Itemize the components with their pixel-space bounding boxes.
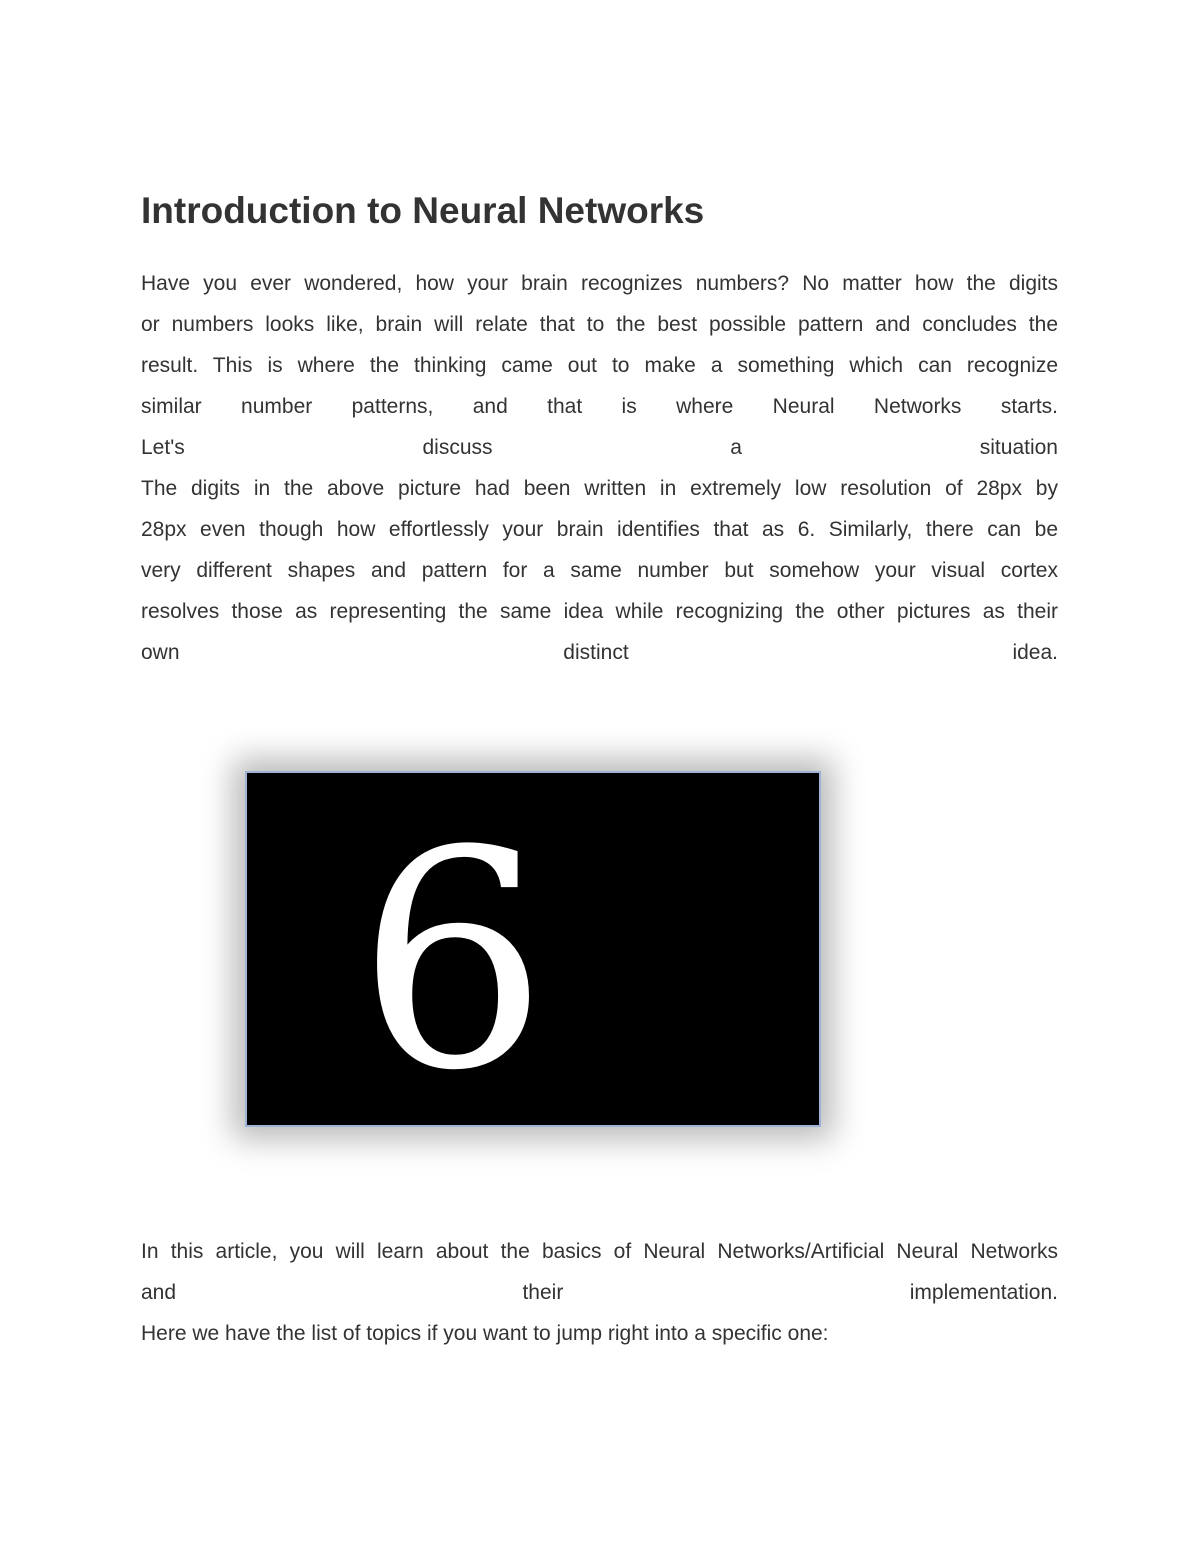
summary-line: Here we have the list of topics if you want to jump right into a specific one: xyxy=(141,1322,829,1345)
digits-line: own distinct idea. xyxy=(141,641,1058,664)
article-title: Introduction to Neural Networks xyxy=(141,190,705,231)
summary-line: In this article, you will learn about the basics of Neural Networks/Artificial Neural Networks xyxy=(141,1240,1058,1263)
intro-line: Let's discuss a situation xyxy=(141,436,1058,459)
digits-line: 28px even though how effortlessly your brain identifies that as 6. Similarly, there can be xyxy=(141,518,1058,541)
intro-paragraph xyxy=(141,263,1058,468)
summary-line: and their implementation. xyxy=(141,1281,1058,1304)
article-body xyxy=(141,188,1058,673)
digit-six-figure xyxy=(245,771,821,1127)
digit-image xyxy=(247,773,819,1125)
intro-line: result. This is where the thinking came out to make a something which can recognize xyxy=(141,354,1058,377)
article-summary-paragraph xyxy=(141,1231,1058,1354)
intro-line: or numbers looks like, brain will relate that to the best possible pattern and concludes the xyxy=(141,313,1058,336)
intro-line: Have you ever wondered, how your brain recognizes numbers? No matter how the digits xyxy=(141,272,1058,295)
digits-line: very different shapes and pattern for a same number but somehow your visual cortex xyxy=(141,559,1058,582)
digits-line: resolves those as representing the same idea while recognizing the other pictures as their xyxy=(141,600,1058,623)
digits-line: The digits in the above picture had been written in extremely low resolution of 28px by xyxy=(141,477,1058,500)
digits-paragraph xyxy=(141,468,1058,673)
handwritten-digit: 6 xyxy=(357,787,548,1125)
intro-line: similar number patterns, and that is where Neural Networks starts. xyxy=(141,395,1058,418)
